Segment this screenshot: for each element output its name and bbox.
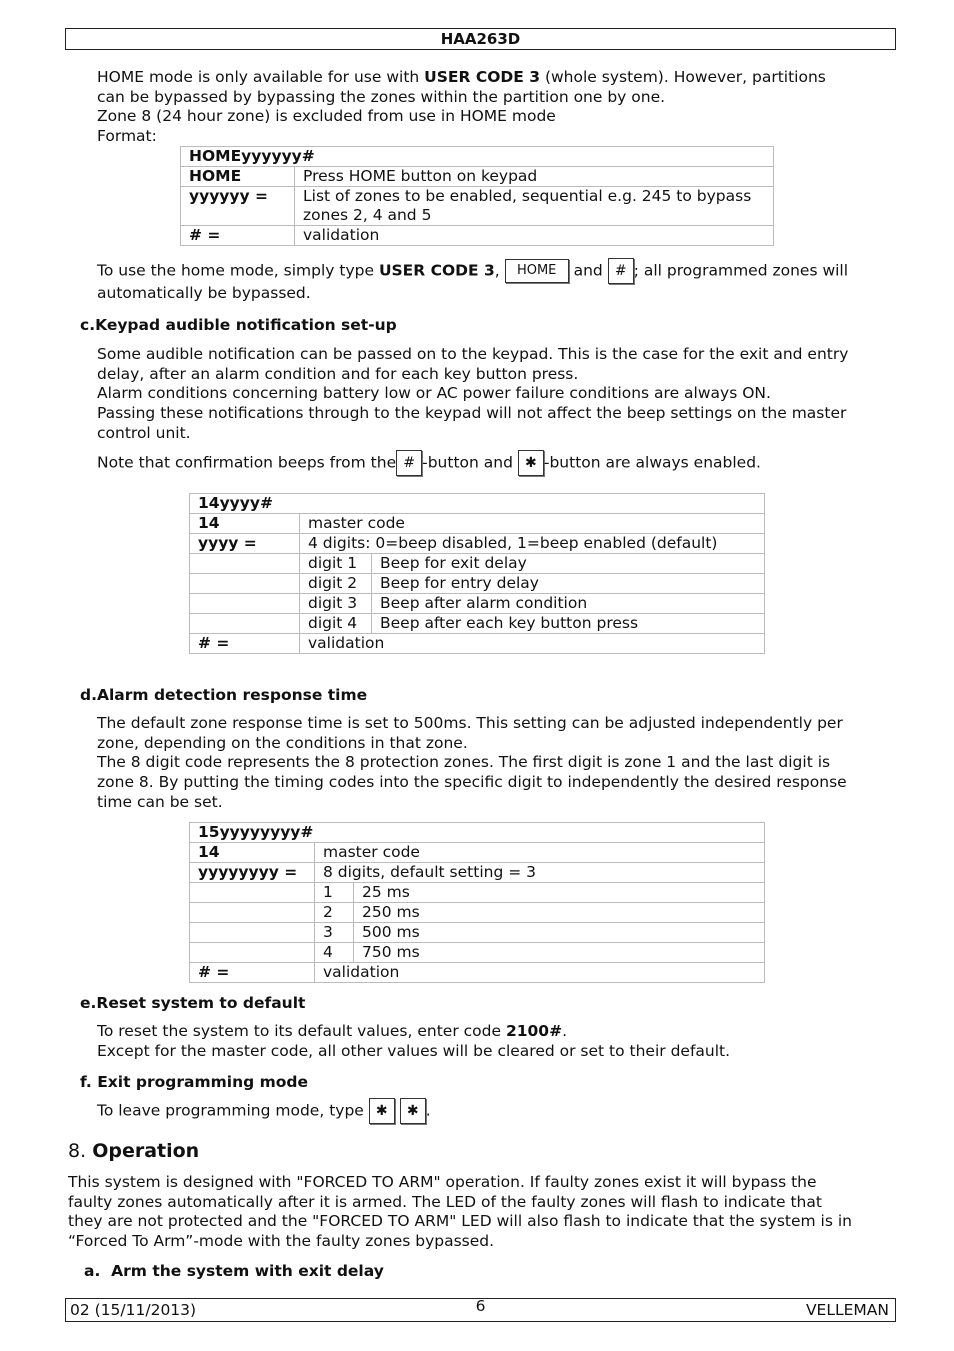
- table-cell: 4: [315, 943, 354, 963]
- table-cell: validation: [300, 634, 765, 654]
- document-code: HAA263D: [440, 30, 521, 48]
- table-head: HOMEyyyyyy#: [181, 147, 774, 167]
- home-paragraph: [97, 68, 897, 147]
- table-cell: 1: [315, 883, 354, 903]
- section-c-heading: [80, 316, 397, 334]
- reset-code: 2100#: [505, 1022, 563, 1040]
- section-f-paragraph: To leave programming mode, type ✱ ✱ .: [97, 1098, 897, 1124]
- table-cell: Beep after alarm condition: [372, 594, 765, 614]
- text: automatically be bypassed.: [97, 284, 311, 302]
- page-number: 6: [475, 1297, 486, 1315]
- section-c-note: Note that confirmation beeps from the # -button and ✱ -button are always enabled.: [97, 450, 897, 476]
- hash-key-icon: #: [396, 450, 422, 476]
- star-key-icon: ✱: [369, 1098, 395, 1124]
- section-d-heading: [80, 686, 367, 704]
- table-cell: 500 ms: [354, 923, 765, 943]
- table-cell: 8 digits, default setting = 3: [315, 863, 765, 883]
- table-cell: digit 4: [300, 614, 372, 634]
- table-cell: 4 digits: 0=beep disabled, 1=beep enabled (default): [300, 534, 765, 554]
- text: HOME mode is only available for use with: [97, 68, 425, 86]
- response-time-table: [189, 822, 765, 983]
- table-cell: 250 ms: [354, 903, 765, 923]
- table-cell: yyyy =: [190, 534, 300, 554]
- table-cell: List of zones to be enabled, sequential e.g. 245 to bypass zones 2, 4 and 5: [295, 187, 774, 226]
- table-cell: validation: [295, 226, 774, 246]
- text: Zone 8 (24 hour zone) is excluded from use in HOME mode: [97, 107, 556, 126]
- section-title: Exit programming mode: [97, 1073, 309, 1091]
- table-cell: validation: [315, 963, 765, 983]
- section-title: Reset system to default: [96, 994, 306, 1012]
- table-cell: 3: [315, 923, 354, 943]
- table-cell: digit 1: [300, 554, 372, 574]
- section-8-heading: [68, 1140, 199, 1162]
- star-key-icon: ✱: [518, 450, 544, 476]
- table-cell: # =: [190, 963, 315, 983]
- table-cell: master code: [300, 514, 765, 534]
- table-cell: yyyyyy =: [181, 187, 295, 226]
- section-label: a.: [84, 1262, 101, 1280]
- table-cell: Beep after each key button press: [372, 614, 765, 634]
- table-cell: yyyyyyyy =: [190, 863, 315, 883]
- page-header: [65, 28, 896, 50]
- section-number: 8.: [68, 1140, 87, 1162]
- section-title: Operation: [92, 1140, 200, 1162]
- section-d-paragraph: The default zone response time is set to 500ms. This setting can be adjusted independently per zone, depending on the conditions in that zone. The 8 digit code represents the 8 protection zones. The first digit is zone 1 and the last digit is zone 8. By putting the timing codes into the specific digit to independently the desired response time can be set.: [97, 714, 847, 811]
- section-e-heading: [80, 994, 305, 1012]
- table-cell: 14: [190, 514, 300, 534]
- home-key-icon: HOME: [505, 259, 569, 283]
- table-cell: HOME: [181, 167, 295, 187]
- table-cell: Beep for entry delay: [372, 574, 765, 594]
- table-cell: master code: [315, 843, 765, 863]
- star-key-icon: ✱: [400, 1098, 426, 1124]
- footer-brand: VELLEMAN: [805, 1301, 889, 1319]
- table-cell: 750 ms: [354, 943, 765, 963]
- footer-date: 02 (15/11/2013): [70, 1301, 197, 1319]
- table-cell: Press HOME button on keypad: [295, 167, 774, 187]
- table-cell: 2: [315, 903, 354, 923]
- section-label: e.: [80, 994, 97, 1012]
- section-title: Alarm detection response time: [96, 686, 368, 704]
- home-usage-paragraph: [97, 258, 897, 304]
- text: ,: [494, 261, 500, 280]
- section-8-paragraph: This system is designed with "FORCED TO ARM" operation. If faulty zones exist it will bypass the faulty zones automatically after it is armed. The LED of the faulty zones will flash to indicate that they are not protected and the "FORCED TO ARM" LED will also flash to indicate that the system is in “Forced To Arm”-mode with the faulty zones bypassed.: [68, 1173, 852, 1251]
- page-footer: [65, 1298, 896, 1322]
- section-label: f.: [80, 1073, 92, 1091]
- section-c-paragraph: Some audible notification can be passed on to the keypad. This is the case for the exit and entry delay, after an alarm condition and for each key button press. Alarm conditions concerning battery low or AC power failure conditions are always ON. Passing these notifications through to the keypad will not affect the beep settings on the master control unit.: [97, 345, 849, 442]
- section-title: Arm the system with exit delay: [111, 1262, 384, 1280]
- home-format-table: [180, 146, 774, 246]
- beep-settings-table: [189, 493, 765, 654]
- table-cell: 14: [190, 843, 315, 863]
- text: ; all programmed zones will: [633, 261, 849, 280]
- table-head: 15yyyyyyyy#: [190, 823, 765, 843]
- table-head: 14yyyy#: [190, 494, 765, 514]
- text: and: [573, 261, 603, 280]
- user-code-label: USER CODE 3: [378, 261, 495, 280]
- table-cell: 25 ms: [354, 883, 765, 903]
- section-label: c.: [80, 316, 96, 334]
- section-f-heading: [80, 1073, 308, 1091]
- text: To use the home mode, simply type: [97, 261, 379, 280]
- section-e-paragraph: To reset the system to its default values, enter code 2100#. Except for the master code, all other values will be cleared or set to their default.: [97, 1022, 731, 1060]
- section-title: Keypad audible notification set-up: [95, 316, 397, 334]
- text: can be bypassed by bypassing the zones within the partition one by one.: [97, 87, 666, 106]
- table-cell: # =: [190, 634, 300, 654]
- table-cell: digit 2: [300, 574, 372, 594]
- table-cell: Beep for exit delay: [372, 554, 765, 574]
- text: Format:: [97, 127, 157, 146]
- table-cell: digit 3: [300, 594, 372, 614]
- hash-key-icon: #: [608, 258, 634, 284]
- text: (whole system). However, partitions: [540, 68, 826, 86]
- section-label: d.: [80, 686, 97, 704]
- table-cell: # =: [181, 226, 295, 246]
- user-code-label: USER CODE 3: [424, 68, 541, 86]
- section-8a-heading: [84, 1262, 384, 1280]
